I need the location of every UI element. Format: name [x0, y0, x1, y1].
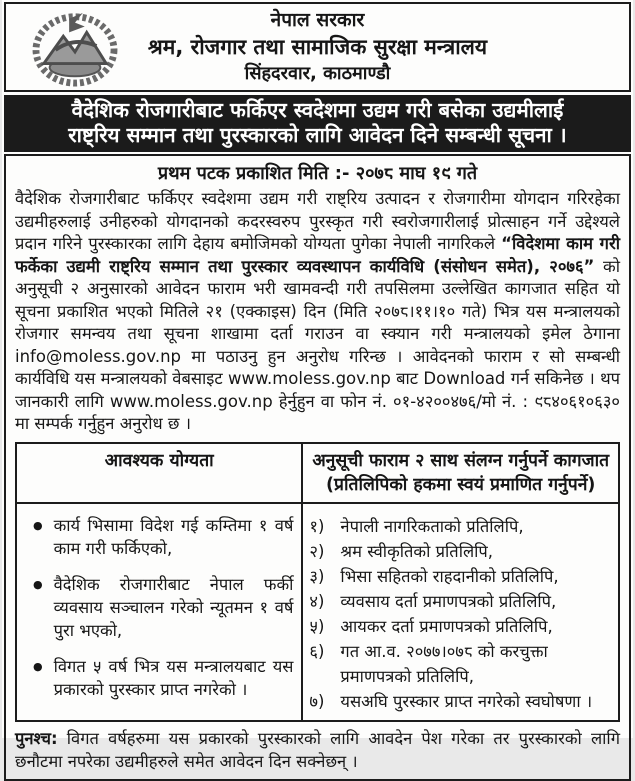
government-name: नेपाल सरकार	[270, 8, 365, 31]
header-text	[148, 7, 487, 87]
qualifications-cell	[16, 503, 302, 721]
paragraph-segment: “विदेशमा काम गरी फर्केका उद्यमी राष्ट्रिय सम्मान तथा पुरस्कार व्यवस्थापन कार्यविधि (संसोधन समेत), २०७६”	[15, 234, 620, 276]
qualification-text: वैदेशिक रोजगारीबाट नेपाल फर्की व्यवसाय सञ्चालन गरेको न्यूतमन १ वर्ष पुरा भएको,	[53, 574, 294, 640]
document-number: २)	[309, 541, 325, 561]
document-number: ६)	[309, 641, 325, 661]
document-item	[309, 539, 610, 564]
documents-cell	[302, 503, 619, 721]
ministry-name: श्रम, रोजगार तथा सामाजिक सुरक्षा मन्त्रालय	[147, 35, 488, 60]
document-number: ५)	[309, 616, 325, 636]
qualification-item	[33, 573, 293, 642]
document-text: व्यवसाय दर्ता प्रमाणपत्रको प्रतिलिपि,	[340, 591, 557, 611]
document-text: यसअघि पुरस्कार प्राप्त नगरेको स्वघोषणा ।	[340, 691, 593, 711]
nepal-emblem-icon	[26, 7, 124, 87]
documents-header-line2: (प्रतिलिपिको हकमा स्वयं प्रमाणित गर्नुपर्ने)	[325, 474, 596, 495]
ministry-address: सिंहदरवार, काठमाण्डौ	[244, 63, 391, 85]
qualifications-header-label: आवश्यक योग्यता	[104, 450, 214, 471]
document-text: श्रम स्वीकृतिको प्रतिलिपि,	[340, 541, 494, 561]
notice-title-line: वैदेशिक रोजगारीबाट फर्किएर स्वदेशमा उद्यम गरी बसेका उद्यमीलाई	[71, 98, 564, 122]
header-box	[4, 2, 631, 92]
notice-body-box	[4, 154, 631, 781]
document-item	[309, 514, 610, 539]
footnote	[15, 727, 620, 773]
paragraph-segment: वैदेशिक रोजगारीबाट फर्किएर स्वदेशमा उद्यम गरी राष्ट्रिय उत्पादन र रोजगारीमा योगदान गरिरहेका उद्यमीहरुलाई उनीहरुको योगदानको कदरस्वरुप पुरस्कृत गरी स्वरोजगारीलाई प्रोत्साहन गर्ने उद्देश्यले प्रदान गरिने पुरस्कारका लागि देहाय बमोजिमको योग्यता पुगेका नेपाली नागरिकले	[15, 189, 620, 253]
document-item	[309, 564, 610, 589]
qualification-text: कार्य भिसामा विदेश गई कम्तिमा १ वर्ष काम गरी फर्किएको,	[53, 515, 294, 558]
notice-document	[2, 0, 633, 771]
notice-title-line: राष्ट्रिय सम्मान तथा पुरस्कारको लागि आवेदन दिने सम्बन्धी सूचना ।	[68, 123, 567, 147]
document-item	[309, 639, 610, 689]
qualification-item	[33, 655, 293, 701]
document-text: आयकर दर्ता प्रमाणपत्रको प्रतिलिपि,	[340, 616, 553, 636]
document-item	[309, 614, 610, 639]
document-number: १)	[309, 516, 325, 536]
footnote-label: पुनश्च:	[15, 728, 58, 748]
document-text: गत आ.व. २०७७।०७८ को करचुक्ता प्रमाणपत्रको प्रतिलिपि,	[340, 641, 548, 686]
paragraph-segment: को अनुसूची २ अनुसारको आवेदन फाराम भरी खामवन्दी गरी तपसिलमा उल्लेखित कागजात सहित यो सूचना प्रकाशित भएको मितिले २१ (एक्काइस) दिन (मिति २०७८।११।१० गते) भित्र यस मन्त्रालयको रोजगार समन्वय तथा सूचना शाखामा दर्ता गराउन वा स्क्यान गरी मन्त्रालयको इमेल ठेगाना info@moless.gov.np मा पठाउनु हुन अनुरोध गरिन्छ । आवेदनको फाराम र सो सम्बन्धी कार्यविधि यस मन्त्रालयको वेबसाइट www.moless.gov.np बाट Download गर्न सकिनेछ । थप जानकारी लागि www.moless.gov.np हेर्नुहुन वा फोन नं. ०१-४२००४७६/मो नं. : ९८४०६१०६३० मा सम्पर्क गर्नुहुन अनुरोध छ ।	[15, 256, 620, 433]
table-header-documents	[302, 443, 619, 503]
bullet-icon: ●	[33, 577, 43, 591]
document-number: ३)	[309, 566, 325, 586]
documents-header-line1: अनुसूची फाराम २ साथ संलग्न गर्नुपर्ने कागजात	[312, 450, 610, 471]
footnote-text: विगत वर्षहरुमा यस प्रकारको पुरस्कारको लागि आवदेन पेश गरेका तर पुरस्कारको लागि छनौटमा नपरेका उद्यमीहरुले समेत आवेदन दिन सक्नेछन् ।	[15, 728, 620, 771]
document-item	[309, 689, 610, 714]
published-date-line: प्रथम पटक प्रकाशित मिति :- २०७८ माघ १९ गते	[157, 163, 478, 184]
qualification-documents-table	[15, 442, 620, 722]
document-number: ७)	[309, 691, 325, 711]
bullet-icon: ●	[33, 518, 43, 532]
qualification-item	[33, 514, 293, 560]
qualification-text: विगत ५ वर्ष भित्र यस मन्त्रालयबाट यस प्रकारको पुरस्कार प्राप्त नगरेको ।	[53, 656, 294, 699]
document-number: ४)	[309, 591, 325, 611]
table-header-qualifications	[16, 443, 302, 503]
notice-paragraph	[15, 188, 620, 436]
document-text: नेपाली नागरिकताको प्रतिलिपि,	[340, 516, 524, 536]
bullet-icon: ●	[33, 659, 43, 673]
notice-title-band	[4, 95, 631, 152]
document-text: भिसा सहितको राहदानीको प्रतिलिपि,	[340, 566, 559, 586]
document-item	[309, 589, 610, 614]
